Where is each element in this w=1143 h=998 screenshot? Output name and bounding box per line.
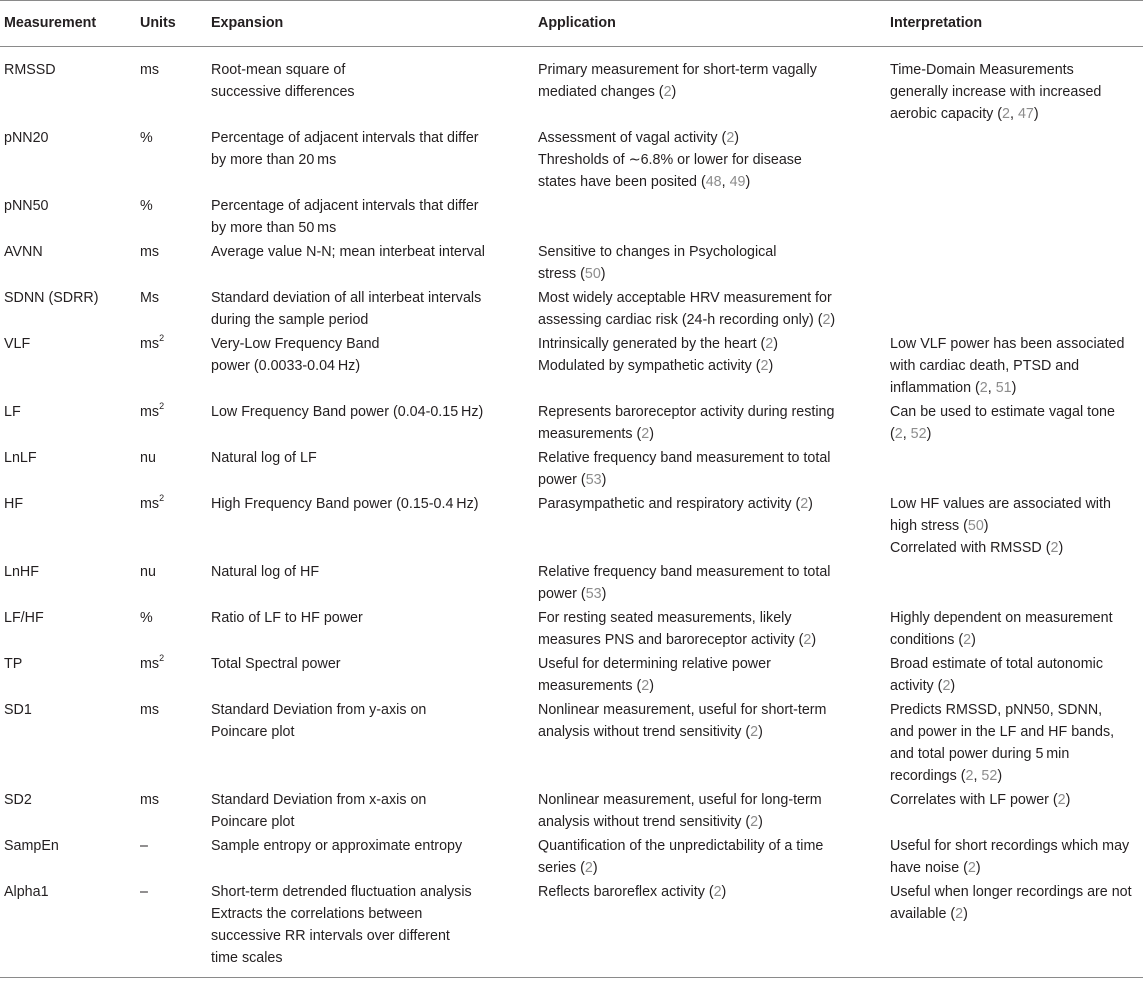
citation-link[interactable]: 2 [750,724,759,740]
application-cell [534,561,886,607]
cell-line: activity (2) [890,678,956,694]
header-expansion: Expansion [207,1,534,47]
application-cell [534,47,886,128]
table-row [0,789,1143,835]
citation-link[interactable]: 2 [979,380,988,396]
interpretation-cell [886,653,1143,699]
interpretation-cell [886,401,1143,447]
units-cell: ms [140,792,160,808]
citation-link[interactable]: 52 [981,768,998,784]
cell-line: Average value N-N; mean interbeat interval [211,244,485,260]
citation-link[interactable]: 2 [800,496,809,512]
cell-line: Primary measurement for short-term vagally [538,62,817,78]
header-interpretation: Interpretation [886,1,1143,47]
expansion-cell [207,127,534,195]
interpretation-cell [886,493,1143,561]
cell-line: Relative frequency band measurement to total [538,564,831,580]
application-cell [534,493,886,561]
cell-line: Low HF values are associated with [890,496,1111,512]
cell-line: by more than 50 ms [211,220,337,236]
citation-link[interactable]: 2 [641,678,650,694]
cell-line: Useful for short recordings which may [890,838,1130,854]
expansion-cell [207,607,534,653]
units-cell: ms [140,702,160,718]
measurement-cell: AVNN [4,244,43,260]
cell-line: Represents baroreceptor activity during resting [538,404,835,420]
measurement-cell: SampEn [4,838,59,854]
citation-link[interactable]: 50 [584,266,601,282]
measurement-cell: LnLF [4,450,37,466]
citation-link[interactable]: 47 [1017,106,1034,122]
measurement-cell: LF/HF [4,610,44,626]
units-cell: % [140,198,153,214]
measurement-cell: pNN50 [4,198,49,214]
cell-line: Predicts RMSSD, pNN50, SDNN, [890,702,1103,718]
units-cell: – [140,838,148,854]
cell-line: during the sample period [211,312,369,328]
interpretation-cell [886,333,1143,401]
measurement-cell: LnHF [4,564,39,580]
expansion-cell [207,447,534,493]
units-superscript: 2 [159,333,165,343]
cell-line: power (53) [538,586,607,602]
table-row [0,493,1143,561]
units-cell: ms [140,62,160,78]
cell-line: states have been posited (48, 49) [538,174,751,190]
interpretation-cell [886,127,1143,195]
application-cell [534,653,886,699]
cell-line: Thresholds of ∼6.8% or lower for disease [538,152,802,168]
cell-line: time scales [211,950,283,966]
cell-line: measures PNS and baroreceptor activity (2) [538,632,817,648]
cell-line: Can be used to estimate vagal tone [890,404,1115,420]
cell-line: generally increase with increased [890,84,1102,100]
cell-line: with cardiac death, PTSD and [890,358,1080,374]
interpretation-cell [886,835,1143,881]
cell-line: Modulated by sympathetic activity (2) [538,358,774,374]
expansion-cell [207,561,534,607]
interpretation-cell [886,47,1143,128]
cell-line: (2, 52) [890,426,932,442]
citation-link[interactable]: 2 [967,860,976,876]
units-cell: nu [140,450,156,466]
citation-link[interactable]: 2 [965,768,974,784]
cell-line: Sensitive to changes in Psychological [538,244,777,260]
cell-line: Useful when longer recordings are not [890,884,1132,900]
cell-line: Ratio of LF to HF power [211,610,363,626]
cell-line: Root-mean square of [211,62,346,78]
cell-line: Percentage of adjacent intervals that differ [211,198,479,214]
cell-line: Standard Deviation from x-axis on [211,792,427,808]
cell-line: high stress (50) [890,518,989,534]
cell-line: Time-Domain Measurements [890,62,1074,78]
application-cell [534,195,886,241]
table-row [0,653,1143,699]
interpretation-cell [886,287,1143,333]
measurement-cell: SD1 [4,702,32,718]
cell-line: analysis without trend sensitivity (2) [538,724,763,740]
citation-link[interactable]: 2 [963,632,972,648]
table-row [0,835,1143,881]
cell-line: Intrinsically generated by the heart (2) [538,336,779,352]
table-row [0,127,1143,195]
measurement-cell: VLF [4,336,31,352]
cell-line: recordings (2, 52) [890,768,1003,784]
expansion-cell [207,881,534,978]
table-row [0,699,1143,789]
cell-line: power (0.0033-0.04 Hz) [211,358,361,374]
cell-line: Nonlinear measurement, useful for long-term [538,792,822,808]
measurement-cell: HF [4,496,24,512]
citation-link[interactable]: 53 [585,586,602,602]
cell-line: power (53) [538,472,607,488]
table-row [0,881,1143,978]
application-cell [534,333,886,401]
expansion-cell [207,835,534,881]
citation-link[interactable]: 2 [1050,540,1059,556]
expansion-cell [207,287,534,333]
citation-link[interactable]: 2 [822,312,831,328]
units-cell: nu [140,564,156,580]
table-row [0,607,1143,653]
cell-line: Low VLF power has been associated [890,336,1125,352]
cell-line: Nonlinear measurement, useful for short-term [538,702,827,718]
citation-link[interactable]: 2 [765,336,774,352]
cell-line: Highly dependent on measurement [890,610,1113,626]
expansion-cell [207,653,534,699]
interpretation-cell [886,699,1143,789]
cell-line: successive differences [211,84,355,100]
citation-link[interactable]: 52 [910,426,927,442]
table-row [0,195,1143,241]
measurement-cell: Alpha1 [0,881,136,978]
cell-line: conditions (2) [890,632,976,648]
units-cell: % [140,130,153,146]
citation-link[interactable]: 2 [894,426,903,442]
table-row [0,447,1143,493]
cell-line: and power in the LF and HF bands, [890,724,1115,740]
expansion-cell [207,493,534,561]
cell-line: Percentage of adjacent intervals that differ [211,130,479,146]
citation-link[interactable]: 2 [713,884,722,900]
table-row [0,401,1143,447]
header-measurement: Measurement [0,1,136,47]
table-row [0,287,1143,333]
cell-line: by more than 20 ms [211,152,337,168]
units-superscript: 2 [159,493,165,503]
application-cell [534,127,886,195]
cell-line: Relative frequency band measurement to total [538,450,831,466]
citation-link[interactable]: 50 [967,518,984,534]
cell-line: stress (50) [538,266,606,282]
cell-line: Total Spectral power [211,656,341,672]
expansion-cell [207,789,534,835]
citation-link[interactable]: 2 [955,906,964,922]
cell-line: Broad estimate of total autonomic [890,656,1103,672]
table-row [0,561,1143,607]
cell-line: Assessment of vagal activity (2) [538,130,740,146]
cell-line: Poincare plot [211,724,295,740]
citation-link[interactable]: 2 [1057,792,1066,808]
application-cell [534,607,886,653]
units-cell: ms [140,244,160,260]
units-superscript: 2 [159,401,165,411]
header-units: Units [136,1,207,47]
cell-line: Reflects baroreflex activity (2) [538,884,727,900]
cell-line: inflammation (2, 51) [890,380,1017,396]
application-cell [534,881,886,978]
cell-line: Useful for determining relative power [538,656,771,672]
citation-link[interactable]: 2 [726,130,735,146]
cell-line: Quantification of the unpredictability of a time [538,838,824,854]
application-cell [534,241,886,287]
application-cell [534,447,886,493]
cell-line: series (2) [538,860,598,876]
measurement-cell: pNN20 [4,130,49,146]
application-cell [534,287,886,333]
application-cell [534,835,886,881]
cell-line: Standard Deviation from y-axis on [211,702,427,718]
cell-line: High Frequency Band power (0.15-0.4 Hz) [211,496,479,512]
citation-link[interactable]: 48 [705,174,722,190]
cell-line: measurements (2) [538,426,655,442]
application-cell [534,699,886,789]
expansion-cell [207,241,534,287]
citation-link[interactable]: 2 [641,426,650,442]
interpretation-cell [886,789,1143,835]
units-cell: $ms^2$ [140,493,165,512]
cell-line: Short-term detrended fluctuation analysis [211,884,472,900]
interpretation-cell [886,447,1143,493]
cell-line: Poincare plot [211,814,295,830]
table-row [0,47,1143,128]
citation-link[interactable]: 53 [585,472,602,488]
expansion-cell [207,401,534,447]
cell-line: For resting seated measurements, likely [538,610,792,626]
measurement-cell: RMSSD [4,62,56,78]
expansion-cell [207,333,534,401]
interpretation-cell [886,561,1143,607]
cell-line: and total power during 5 min [890,746,1070,762]
expansion-cell [207,47,534,128]
cell-line: Correlated with RMSSD (2) [890,540,1064,556]
cell-line: Natural log of HF [211,564,320,580]
cell-line: Low Frequency Band power (0.04-0.15 Hz) [211,404,484,420]
expansion-cell [207,195,534,241]
measurement-cell: SD2 [4,792,32,808]
cell-line: Natural log of LF [211,450,317,466]
interpretation-cell [886,195,1143,241]
cell-line: aerobic capacity (2, 47) [890,106,1039,122]
cell-line: have noise (2) [890,860,981,876]
measurement-cell: TP [4,656,23,672]
citation-link[interactable]: 49 [729,174,746,190]
application-cell [534,789,886,835]
cell-line: analysis without trend sensitivity (2) [538,814,763,830]
table-row [0,333,1143,401]
cell-line: measurements (2) [538,678,655,694]
cell-line: Standard deviation of all interbeat intervals [211,290,482,306]
citation-link[interactable]: 2 [942,678,951,694]
cell-line: mediated changes (2) [538,84,677,100]
cell-line: Parasympathetic and respiratory activity (2) [538,496,813,512]
citation-link[interactable]: 2 [750,814,759,830]
expansion-cell [207,699,534,789]
units-cell: – [136,881,207,978]
cell-line: Sample entropy or approximate entropy [211,838,463,854]
units-cell: $ms^2$ [140,333,165,352]
interpretation-cell [886,607,1143,653]
cell-line: successive RR intervals over different [211,928,450,944]
citation-link[interactable]: 2 [663,84,672,100]
citation-link[interactable]: 2 [584,860,593,876]
units-cell: Ms [140,290,160,306]
measurement-cell: LF [4,404,21,420]
cell-line: Extracts the correlations between [211,906,423,922]
citation-link[interactable]: 2 [803,632,812,648]
units-cell: % [140,610,153,626]
interpretation-cell [886,881,1143,978]
units-cell: $ms^2$ [140,653,165,672]
header-application: Application [534,1,886,47]
units-cell: $ms^2$ [140,401,165,420]
interpretation-cell [886,241,1143,287]
cell-line: available (2) [890,906,968,922]
citation-link[interactable]: 2 [760,358,769,374]
header-row [0,1,1143,47]
citation-link[interactable]: 2 [1002,106,1010,122]
cell-line: assessing cardiac risk (24-h recording only) (2) [538,312,836,328]
application-cell [534,401,886,447]
table-row [0,241,1143,287]
citation-link[interactable]: 51 [995,380,1012,396]
cell-line: Correlates with LF power (2) [890,792,1071,808]
units-superscript: 2 [159,653,165,663]
cell-line: Most widely acceptable HRV measurement for [538,290,832,306]
measurement-cell: SDNN (SDRR) [4,290,99,306]
table-body [0,47,1143,978]
cell-line: Very-Low Frequency Band [211,336,380,352]
